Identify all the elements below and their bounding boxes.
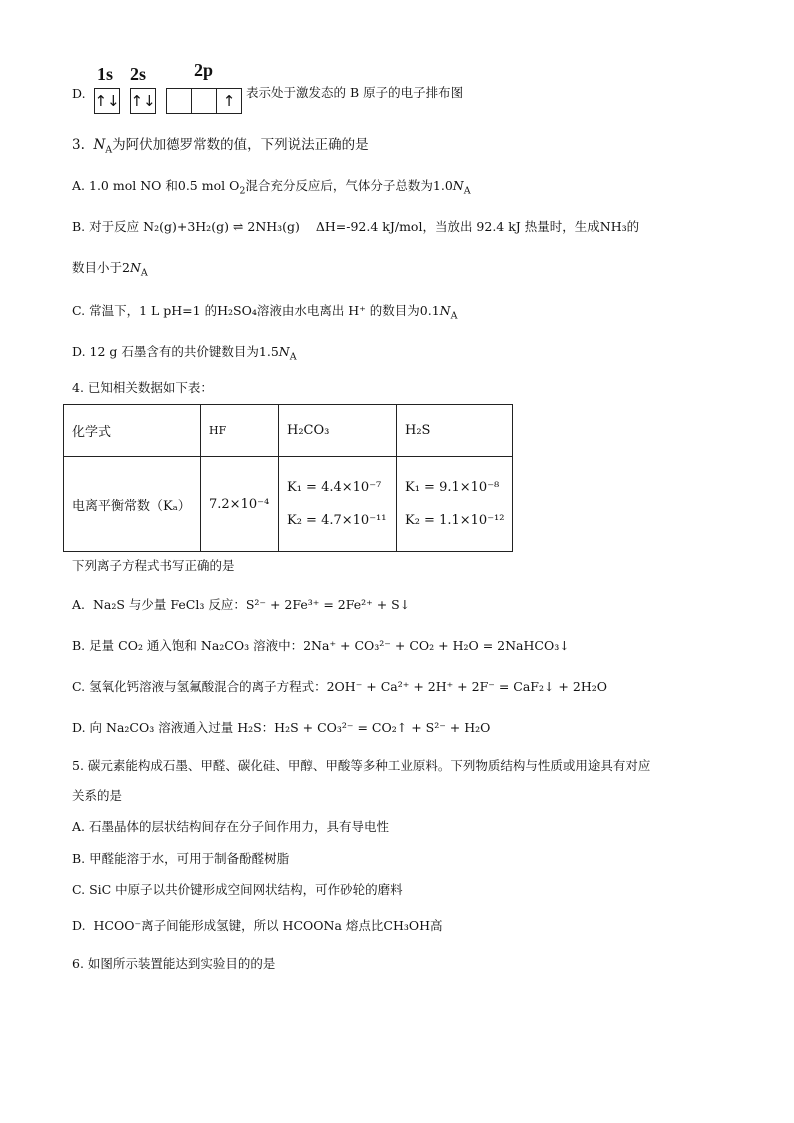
- h2s-k2: K₂ = 1.1×10⁻¹²: [405, 513, 505, 528]
- q3-stem: 3. $N_A$为阿伏加德罗常数的值，下列说法正确的是: [72, 137, 369, 156]
- orbital-label-1s: 1s: [97, 64, 114, 84]
- q5-option-c: C. SiC 中原子以共价键形成空间网状结构，可作砂轮的磨料: [72, 882, 403, 897]
- h2s-k1: K₁ = 9.1×10⁻⁸: [405, 480, 500, 495]
- orbital-box-2p-1: [166, 88, 192, 114]
- orbital-box-2p-3: ↑: [216, 88, 242, 114]
- h2co3-k2: K₂ = 4.7×10⁻¹¹: [287, 513, 387, 528]
- q3-option-d: D. 12 g 石墨含有的共价键数目为$1.5N_A$: [72, 344, 297, 363]
- q4-option-b: B. 足量 CO₂ 通入饱和 Na₂CO₃ 溶液中：2Na⁺ + CO₃²⁻ + CO₂ + H₂O = 2NaHCO₃↓: [72, 638, 570, 653]
- table-header-h2s: H₂S: [397, 405, 513, 457]
- q4-option-c: C. 氢氧化钙溶液与氢氟酸混合的离子方程式：2OH⁻ + Ca²⁺ + 2H⁺ + 2F⁻ = CaF₂↓ + 2H₂O: [72, 679, 607, 694]
- q2-option-d-text: 表示处于激发态的 B 原子的电子排布图: [246, 85, 464, 100]
- h2co3-k1: K₁ = 4.4×10⁻⁷: [287, 480, 382, 495]
- q3-option-b-line2: 数目小于$2N_A$: [72, 260, 148, 279]
- q3-option-a: A. 1.0 mol NO 和0.5 mol $O_2$混合充分反应后，气体分子总数为$1.0N_A$: [72, 178, 471, 197]
- q4-sub-stem: 下列离子方程式书写正确的是: [72, 558, 235, 573]
- table-cell-hf-ka: 7.2×10⁻⁴: [201, 457, 279, 552]
- q5-option-b: B. 甲醛能溶于水，可用于制备酚醛树脂: [72, 851, 290, 866]
- q5-stem-line2: 关系的是: [72, 788, 123, 803]
- orbital-box-2p-2: [191, 88, 217, 114]
- q4-option-d: D. 向 Na₂CO₃ 溶液通入过量 H₂S：H₂S + CO₃²⁻ = CO₂↑ + S²⁻ + H₂O: [72, 720, 491, 735]
- q3-option-b-line1: B. 对于反应 N₂(g)+3H₂(g) ⇌ 2NH₃(g) ΔH=-92.4 kJ/mol，当放出 92.4 kJ 热量时，生成NH₃的: [72, 219, 640, 234]
- table-header-formula: 化学式: [64, 405, 201, 457]
- table-header-hf: HF: [201, 405, 279, 457]
- orbital-label-2p: 2p: [194, 60, 214, 80]
- q4-option-a: A. Na₂S 与少量 FeCl₃ 反应：S²⁻ + 2Fe³⁺ = 2Fe²⁺ + S↓: [72, 597, 411, 612]
- ionization-constant-table: [63, 404, 513, 552]
- table-row-label: 电离平衡常数（Kₐ）: [64, 457, 201, 552]
- table-header-h2co3: H₂CO₃: [279, 405, 397, 457]
- orbital-box-1s: ↑↓: [94, 88, 120, 114]
- table-cell-h2co3-k: [279, 457, 397, 552]
- q5-stem-line1: 5. 碳元素能构成石墨、甲醛、碳化硅、甲醇、甲酸等多种工业原料。下列物质结构与性质或用途具有对应: [72, 758, 651, 773]
- q3-option-c: C. 常温下，1 L pH=1 的H₂SO₄溶液由水电离出 H⁺ 的数目为$0.1N_A$: [72, 303, 458, 322]
- q2-option-d-label: D.: [72, 86, 86, 101]
- orbital-box-2s: ↑↓: [130, 88, 156, 114]
- table-cell-h2s-k: [397, 457, 513, 552]
- q5-option-a: A. 石墨晶体的层状结构间存在分子间作用力，具有导电性: [72, 819, 389, 834]
- q4-stem: 4. 已知相关数据如下表：: [72, 380, 213, 395]
- q5-option-d: D. HCOO⁻离子间能形成氢键，所以 HCOONa 熔点比CH₃OH高: [72, 918, 443, 933]
- orbital-label-2s: 2s: [130, 64, 147, 84]
- q6-stem: 6. 如图所示装置能达到实验目的的是: [72, 956, 276, 971]
